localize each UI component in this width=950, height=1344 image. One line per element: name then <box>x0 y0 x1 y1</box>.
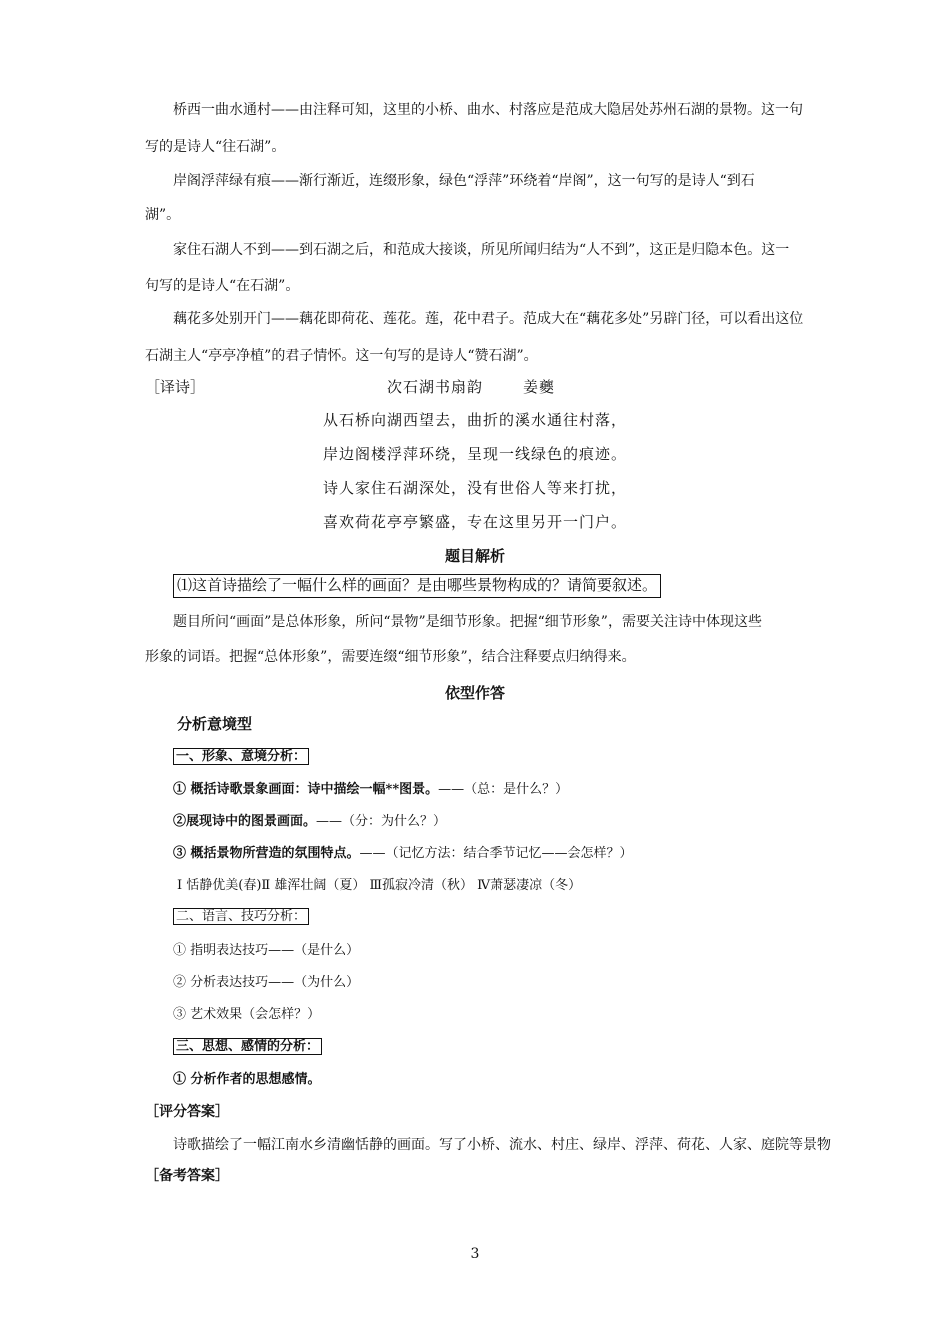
section-1-item-1-rest: ——（总：是什么？） <box>438 782 569 797</box>
section-2-item-3: ③ 艺术效果（会怎样？） <box>173 1007 321 1022</box>
analysis-text-line-1: 题目所问“画面”是总体形象，所问“景物”是细节形象。把握“细节形象”，需要关注诗中体现这些 <box>173 614 762 630</box>
section-1-item-3-bold: ③ 概括景物所营造的氛围特点。 <box>173 846 360 861</box>
page-number: 3 <box>470 1246 480 1262</box>
analysis-heading: 题目解析 <box>444 547 505 565</box>
section-2-title: 二、语言、技巧分析： <box>173 908 309 926</box>
section-1-item-3-rest: ——（记忆方法：结合季节记忆——会怎样？） <box>359 846 633 861</box>
poem-title-line <box>387 377 555 397</box>
paragraph-4-line-2: 石湖主人“亭亭净植”的君子情怀。这一句写的是诗人“赞石湖”。 <box>145 348 538 364</box>
poem-line-1: 从石桥向湖西望去，曲折的溪水通往村落， <box>322 411 627 429</box>
scoring-answer: 诗歌描绘了一幅江南水乡清幽恬静的画面。写了小桥、流水、村庄、绿岸、浮萍、荷花、人家、庭院等景物 <box>173 1137 831 1153</box>
section-1-item-1-bold: ① 概括诗歌景象画面：诗中描绘一幅**图景。 <box>173 782 439 797</box>
paragraph-2-line-2: 湖”。 <box>145 207 181 223</box>
paragraph-1-line-2: 写的是诗人“往石湖”。 <box>145 139 286 155</box>
poem-title: 次石湖书扇韵 <box>387 378 484 396</box>
section-1-title: 一、形象、意境分析： <box>173 748 309 766</box>
answer-method-heading: 依型作答 <box>444 684 505 702</box>
section-2-item-2: ② 分析表达技巧——（为什么） <box>173 975 360 990</box>
section-1-item-2-rest: ——（分：为什么？） <box>316 814 447 829</box>
translation-label: ［译诗］ <box>145 378 206 396</box>
poem-line-3: 诗人家住石湖深处，没有世俗人等来打扰， <box>322 479 627 497</box>
poem-line-4: 喜欢荷花亭亭繁盛，专在这里另开一门户。 <box>322 513 627 531</box>
poem-author: 姜夔 <box>523 378 556 396</box>
reference-answer-label: ［备考答案］ <box>145 1168 229 1184</box>
poem-line-2: 岸边阁楼浮萍环绕，呈现一线绿色的痕迹。 <box>322 445 627 463</box>
paragraph-3-line-1: 家住石湖人不到——到石湖之后，和范成大接谈，所见所闻归结为“人不到”，这正是归隐本色。这一 <box>173 242 790 258</box>
season-moods: Ⅰ 恬静优美(春)Ⅱ 雄浑壮阔（夏） Ⅲ孤寂冷清（秋） Ⅳ萧瑟凄凉（冬） <box>177 878 582 893</box>
paragraph-2-line-1: 岸阁浮萍绿有痕——渐行渐近，连缀形象，绿色“浮萍”环绕着“岸阁”，这一句写的是诗人“到石 <box>173 173 755 189</box>
section-2-item-1: ① 指明表达技巧——（是什么） <box>173 943 360 958</box>
section-1-item-2 <box>173 812 446 832</box>
paragraph-3-line-2: 句写的是诗人“在石湖”。 <box>145 278 300 294</box>
section-1-item-3 <box>173 844 633 864</box>
analysis-text-line-2: 形象的词语。把握“总体形象”，需要连缀“细节形象”，结合注释要点归纳得来。 <box>145 649 636 665</box>
answer-type-subheading: 分析意境型 <box>177 715 253 733</box>
section-1-item-2-bold: ②展现诗中的图景画面。 <box>173 814 317 829</box>
section-1-item-1 <box>173 780 568 800</box>
paragraph-4-line-1: 藕花多处别开门——藕花即荷花、莲花。莲，花中君子。范成大在“藕花多处”另辟门径，可以看出这位 <box>173 311 804 327</box>
paragraph-1-line-1: 桥西一曲水通村——由注释可知，这里的小桥、曲水、村落应是范成大隐居处苏州石湖的景物。这一句 <box>173 102 803 118</box>
scoring-label: ［评分答案］ <box>145 1104 229 1120</box>
section-3-item-1: ① 分析作者的思想感情。 <box>173 1072 321 1087</box>
section-3-title: 三、思想、感情的分析： <box>173 1038 322 1056</box>
analysis-question: ⑴这首诗描绘了一幅什么样的画面？是由哪些景物构成的？请简要叙述。 <box>173 574 661 598</box>
